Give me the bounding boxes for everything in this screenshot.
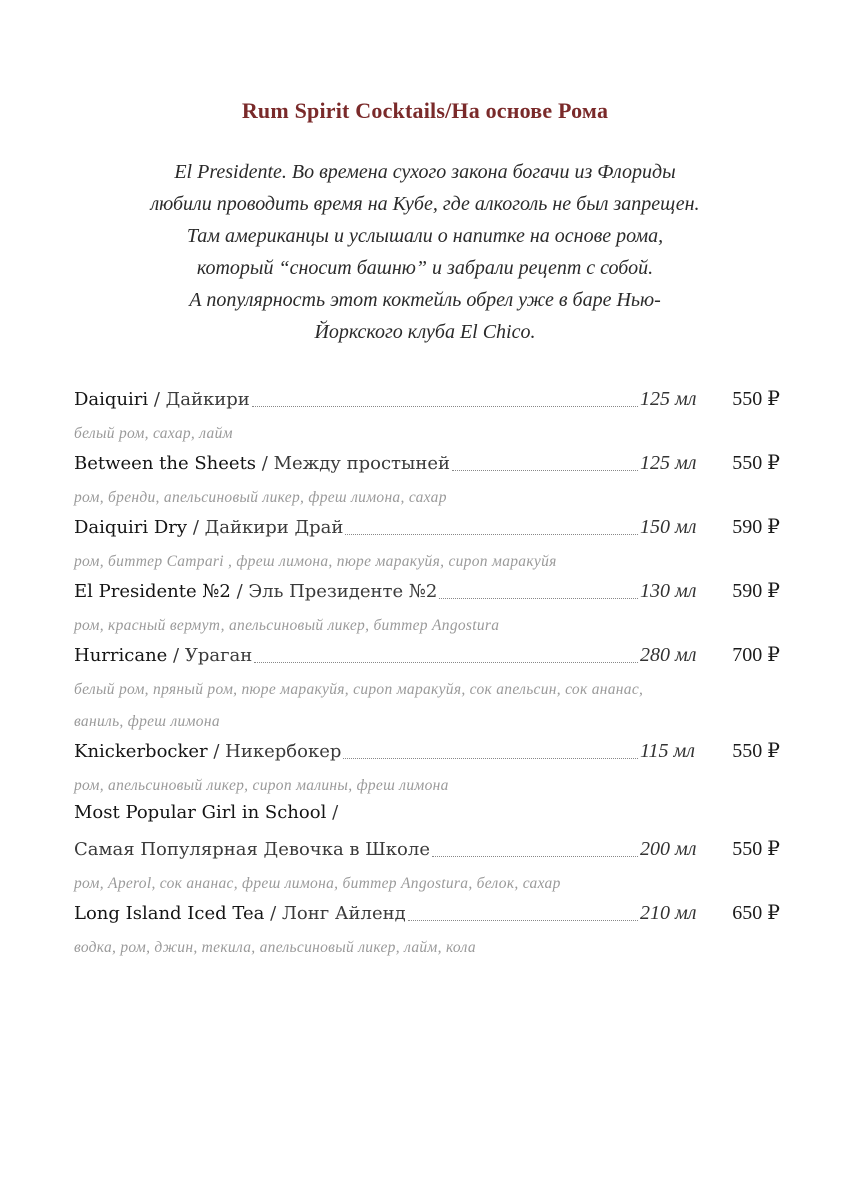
item-price: 550 ₽ — [732, 452, 780, 474]
dot-leader — [432, 855, 638, 857]
item-price: 550 ₽ — [732, 388, 780, 410]
menu-item — [74, 900, 780, 964]
name-separator: / — [256, 453, 274, 474]
item-description — [74, 546, 780, 578]
menu-item-row — [74, 578, 780, 610]
intro-line: который “сносит башню” и забрали рецепт с собой. — [196, 257, 654, 279]
menu-item — [74, 514, 780, 578]
name-separator: / — [187, 517, 205, 538]
intro-line: Там американцы и услышали о напитке на основе рома, — [186, 225, 664, 247]
name-separator: / — [207, 741, 226, 762]
item-name-en: El Presidente №2 — [74, 581, 231, 602]
item-name-en: Most Popular Girl in School — [74, 802, 327, 823]
menu-list — [74, 386, 780, 964]
item-description — [74, 770, 780, 802]
item-volume: 125 мл — [640, 452, 697, 474]
page-title: Rum Spirit Cocktails/На основе Рома — [241, 98, 609, 123]
menu-item-row — [74, 900, 780, 932]
description-line: ром, Aperol, сок ананас, фреш лимона, биттер Angostura, белок, сахар — [74, 875, 561, 892]
name-separator: / — [264, 903, 282, 924]
item-name-ru: Ураган — [184, 645, 253, 666]
item-price: 700 ₽ — [732, 644, 780, 666]
item-description — [74, 868, 780, 900]
item-name-ru: Самая Популярная Девочка в Школе — [74, 839, 430, 860]
item-name-en: Daiquiri — [74, 389, 149, 410]
item-name-en: Long Island Iced Tea — [74, 903, 265, 924]
item-name-en: Between the Sheets — [74, 453, 257, 474]
dot-leader — [408, 919, 638, 921]
intro-line: любили проводить время на Кубе, где алкоголь не был запрещен. — [150, 193, 700, 215]
item-name-ru: Дайкири Драй — [204, 517, 344, 538]
dot-leader — [254, 661, 638, 663]
intro-line: А популярность этот коктейль обрел уже в баре Нью- — [189, 289, 661, 311]
menu-item-row — [74, 642, 780, 674]
dot-leader — [343, 757, 638, 759]
description-line: ром, бренди, апельсиновый ликер, фреш лимона, сахар — [74, 489, 447, 506]
item-name-ru: Никербокер — [225, 741, 342, 762]
item-description — [74, 932, 780, 964]
item-price: 650 ₽ — [732, 902, 780, 924]
menu-item-row — [74, 802, 780, 836]
dot-leader — [439, 597, 638, 599]
item-name-ru: Между простыней — [273, 453, 450, 474]
intro-text — [60, 156, 790, 348]
item-name-ru: Дайкири — [165, 389, 250, 410]
item-volume: 210 мл — [640, 902, 697, 924]
item-price: 590 ₽ — [732, 516, 780, 538]
menu-item-row — [74, 836, 780, 868]
item-volume: 150 мл — [640, 516, 697, 538]
item-name-en: Hurricane — [74, 645, 168, 666]
menu-item-row — [74, 738, 780, 770]
name-separator: / — [230, 581, 249, 602]
item-description — [74, 674, 780, 738]
dot-leader — [345, 533, 638, 535]
dot-leader — [252, 405, 638, 407]
item-price: 590 ₽ — [732, 580, 780, 602]
item-description — [74, 482, 780, 514]
item-name-en: Daiquiri Dry — [74, 517, 188, 538]
name-separator: / — [167, 645, 185, 666]
menu-item — [74, 450, 780, 514]
intro-line: Йоркского клуба El Chico. — [314, 321, 536, 343]
intro-line: El Presidente. Во времена сухого закона богачи из Флориды — [174, 161, 676, 183]
description-line: ваниль, фреш лимона — [74, 713, 220, 730]
item-description — [74, 418, 780, 450]
description-line: ром, апельсиновый ликер, сироп малины, фреш лимона — [74, 777, 449, 794]
description-line: водка, ром, джин, текила, апельсиновый ликер, лайм, кола — [74, 939, 476, 956]
name-separator: / — [326, 802, 339, 823]
menu-item — [74, 642, 780, 738]
description-line: белый ром, пряный ром, пюре маракуйя, сироп маракуйя, сок апельсин, сок ананас, — [74, 681, 644, 698]
item-price: 550 ₽ — [732, 740, 780, 762]
menu-item-row — [74, 386, 780, 418]
item-volume: 200 мл — [640, 838, 697, 860]
item-price: 550 ₽ — [732, 838, 780, 860]
item-volume: 130 мл — [640, 580, 697, 602]
item-description — [74, 610, 780, 642]
item-name-ru: Эль Президенте №2 — [248, 581, 438, 602]
item-volume: 280 мл — [640, 644, 697, 666]
dot-leader — [452, 469, 638, 471]
menu-item — [74, 802, 780, 900]
menu-item-row — [74, 450, 780, 482]
menu-item — [74, 738, 780, 802]
item-name-ru: Лонг Айленд — [281, 903, 406, 924]
item-volume: 115 мл — [640, 740, 695, 762]
name-separator: / — [148, 389, 166, 410]
menu-item — [74, 386, 780, 450]
description-line: ром, красный вермут, апельсиновый ликер, биттер Angostura — [74, 617, 500, 634]
description-line: белый ром, сахар, лайм — [74, 425, 233, 442]
menu-item — [74, 578, 780, 642]
item-volume: 125 мл — [640, 388, 697, 410]
description-line: ром, биттер Campari , фреш лимона, пюре маракуйя, сироп маракуйя — [74, 553, 557, 570]
item-name-en: Knickerbocker — [74, 741, 208, 762]
menu-item-row — [74, 514, 780, 546]
